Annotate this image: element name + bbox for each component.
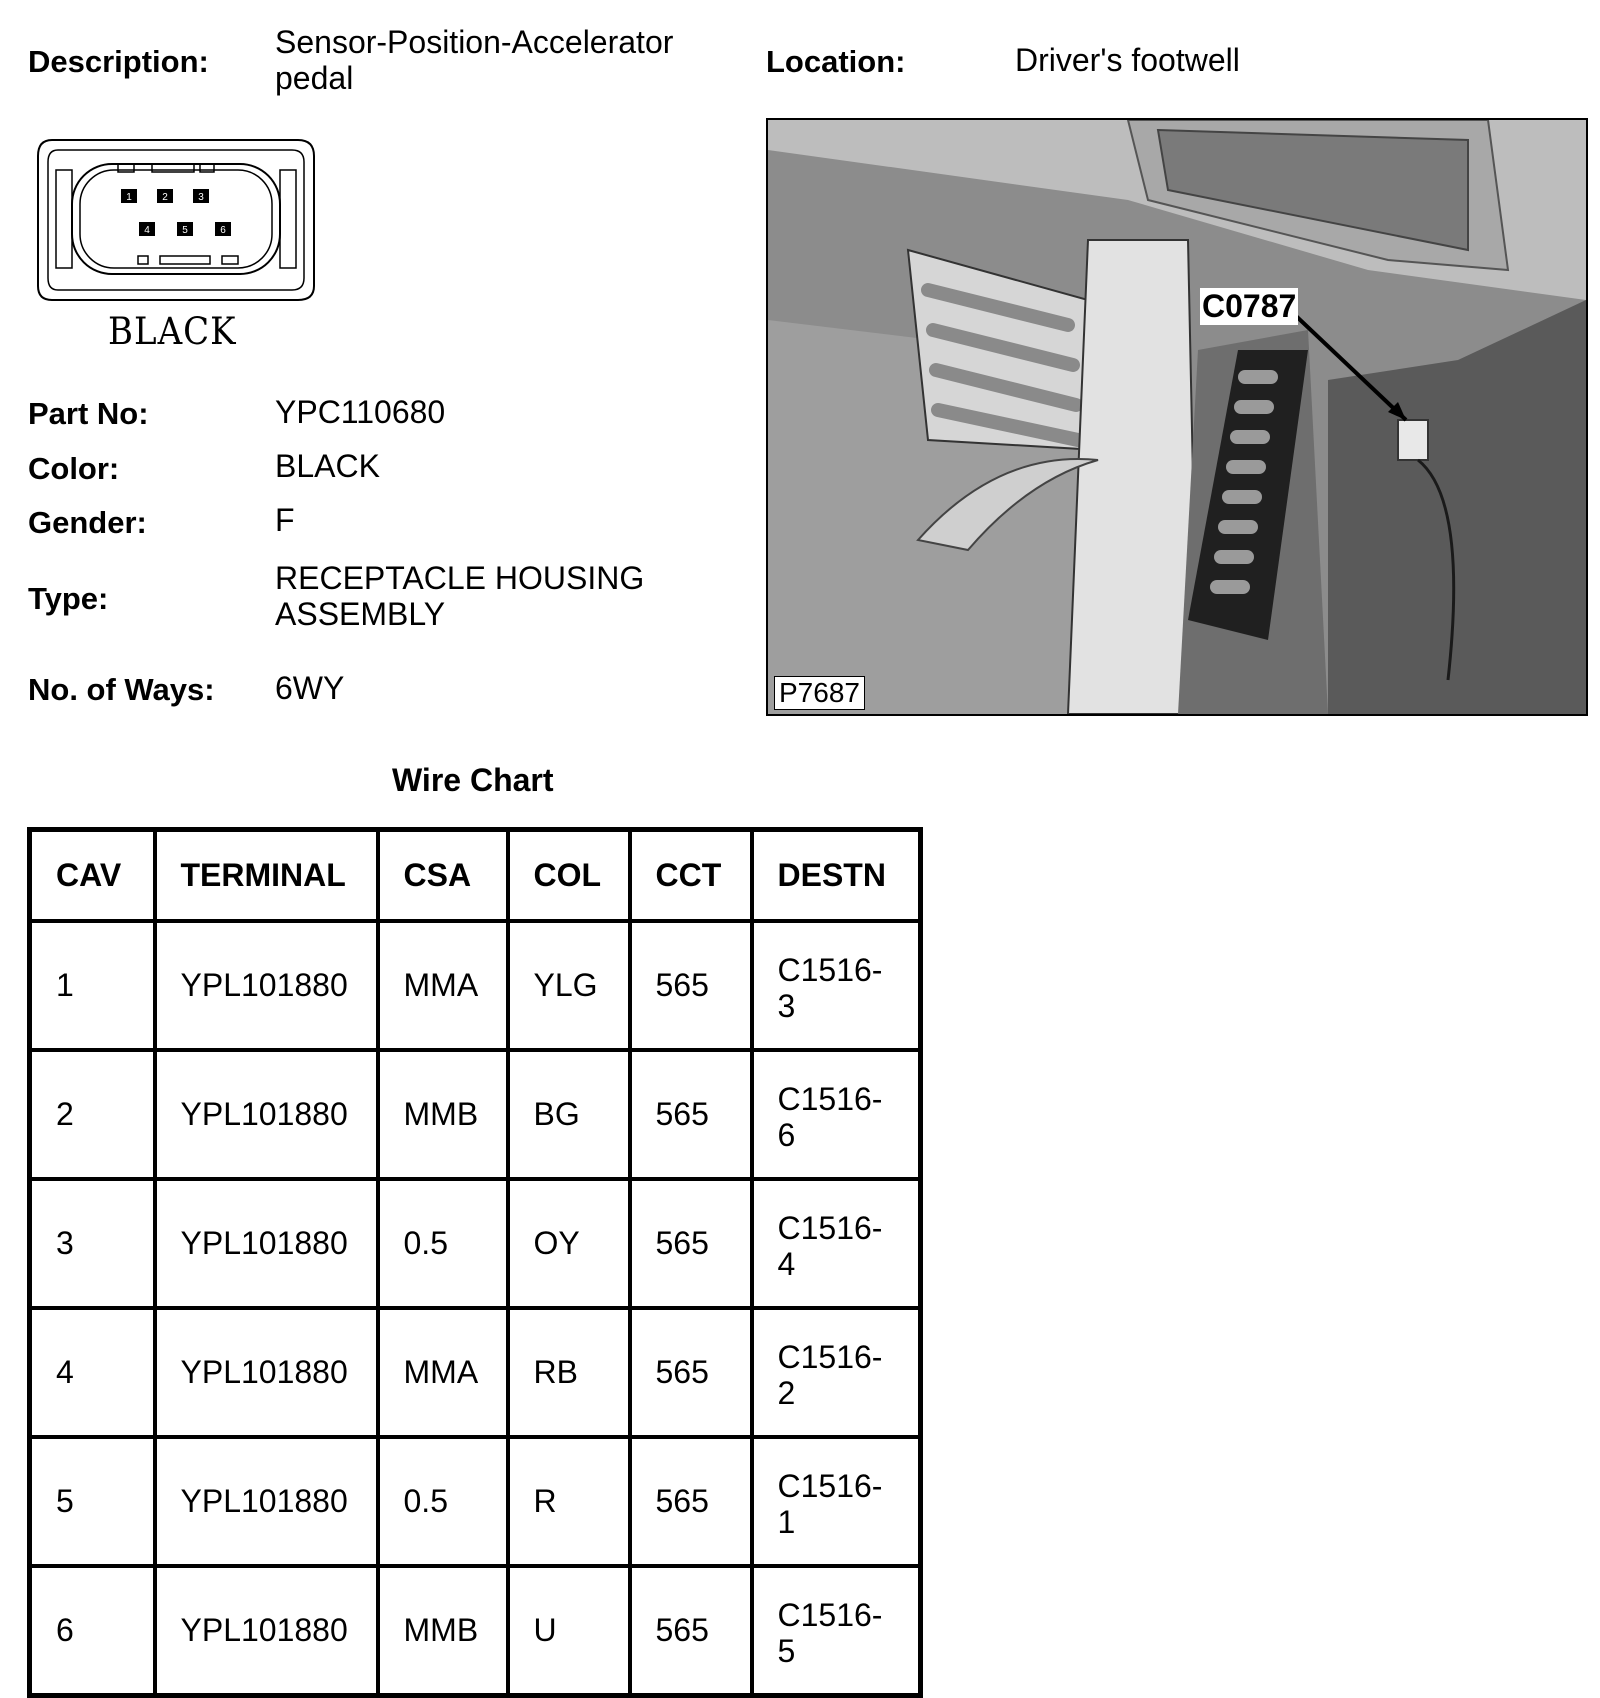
part-no-value: YPC110680 <box>275 394 446 430</box>
cell-cav: 1 <box>30 921 155 1050</box>
connector-callout-label: C0787 <box>1202 288 1297 324</box>
pin-6-cavity <box>215 222 231 236</box>
cell-csa: MMB <box>378 1566 508 1696</box>
cell-cav: 2 <box>30 1050 155 1179</box>
svg-text:5: 5 <box>182 225 188 236</box>
cell-terminal: YPL101880 <box>155 1179 378 1308</box>
cell-destn: C1516- 3 <box>752 921 921 1050</box>
type-value <box>275 560 644 632</box>
pin-5-cavity <box>177 222 193 236</box>
photo-reference-id: P7687 <box>774 676 865 710</box>
no-of-ways-value: 6WY <box>275 670 345 706</box>
cell-destn: C1516- 2 <box>752 1308 921 1437</box>
cell-csa: MMA <box>378 921 508 1050</box>
cell-terminal: YPL101880 <box>155 1566 378 1696</box>
header-terminal: TERMINAL <box>155 830 378 922</box>
cell-col: BG <box>508 1050 630 1179</box>
table-row <box>30 1179 921 1308</box>
svg-text:6: 6 <box>220 225 226 236</box>
cell-cct: 565 <box>630 921 752 1050</box>
cell-csa: 0.5 <box>378 1437 508 1566</box>
table-header-row <box>30 830 921 922</box>
cell-cav: 4 <box>30 1308 155 1437</box>
cell-col: RB <box>508 1308 630 1437</box>
location-value: Driver's footwell <box>1015 42 1240 78</box>
header-cav: CAV <box>30 830 155 922</box>
cell-col: R <box>508 1437 630 1566</box>
header-csa: CSA <box>378 830 508 922</box>
location-label: Location: <box>766 44 906 79</box>
cell-cav: 5 <box>30 1437 155 1566</box>
svg-text:1: 1 <box>126 192 132 203</box>
cell-col: U <box>508 1566 630 1696</box>
cell-csa: MMB <box>378 1050 508 1179</box>
cell-col: YLG <box>508 921 630 1050</box>
cell-cct: 565 <box>630 1437 752 1566</box>
description-line-1: Sensor-Position-Accelerator <box>275 24 674 60</box>
wire-chart-table <box>27 827 923 1698</box>
cell-csa: MMA <box>378 1308 508 1437</box>
cell-destn: C1516- 4 <box>752 1179 921 1308</box>
color-label: Color: <box>28 451 120 486</box>
type-label: Type: <box>28 581 109 616</box>
header-destn: DESTN <box>752 830 921 922</box>
cell-csa: 0.5 <box>378 1179 508 1308</box>
cell-cav: 3 <box>30 1179 155 1308</box>
table-row <box>30 921 921 1050</box>
cell-cct: 565 <box>630 1566 752 1696</box>
pin-1-cavity <box>121 189 137 203</box>
pin-3-cavity <box>193 189 209 203</box>
cell-cav: 6 <box>30 1566 155 1696</box>
svg-text:4: 4 <box>144 225 150 236</box>
type-line-1: RECEPTACLE HOUSING <box>275 560 645 596</box>
cell-cct: 565 <box>630 1050 752 1179</box>
pin-2-cavity <box>157 189 173 203</box>
table-row <box>30 1050 921 1179</box>
cell-terminal: YPL101880 <box>155 1050 378 1179</box>
cell-destn: C1516- 6 <box>752 1050 921 1179</box>
header-cct: CCT <box>630 830 752 922</box>
gender-value: F <box>275 502 295 538</box>
location-photo <box>766 118 1588 716</box>
description-value <box>275 24 673 96</box>
no-of-ways-label: No. of Ways: <box>28 672 215 707</box>
cell-destn: C1516- 5 <box>752 1566 921 1696</box>
cell-destn: C1516- 1 <box>752 1437 921 1566</box>
pin-4-cavity <box>139 222 155 236</box>
description-line-2: pedal <box>275 60 354 96</box>
part-no-label: Part No: <box>28 396 149 431</box>
connector-color-caption: BLACK <box>108 310 237 354</box>
gender-label: Gender: <box>28 505 147 540</box>
color-value: BLACK <box>275 448 380 484</box>
table-row <box>30 1437 921 1566</box>
description-label: Description: <box>28 44 209 79</box>
cell-terminal: YPL101880 <box>155 921 378 1050</box>
svg-text:2: 2 <box>162 192 168 203</box>
type-line-2: ASSEMBLY <box>275 596 446 632</box>
table-row <box>30 1308 921 1437</box>
footwell-illustration <box>768 120 1586 714</box>
svg-text:3: 3 <box>198 192 204 203</box>
header-col: COL <box>508 830 630 922</box>
cell-cct: 565 <box>630 1308 752 1437</box>
cell-terminal: YPL101880 <box>155 1437 378 1566</box>
wire-chart-title: Wire Chart <box>392 762 554 798</box>
cell-col: OY <box>508 1179 630 1308</box>
table-row <box>30 1566 921 1696</box>
cell-cct: 565 <box>630 1179 752 1308</box>
connector-face-diagram <box>34 136 318 304</box>
cell-terminal: YPL101880 <box>155 1308 378 1437</box>
